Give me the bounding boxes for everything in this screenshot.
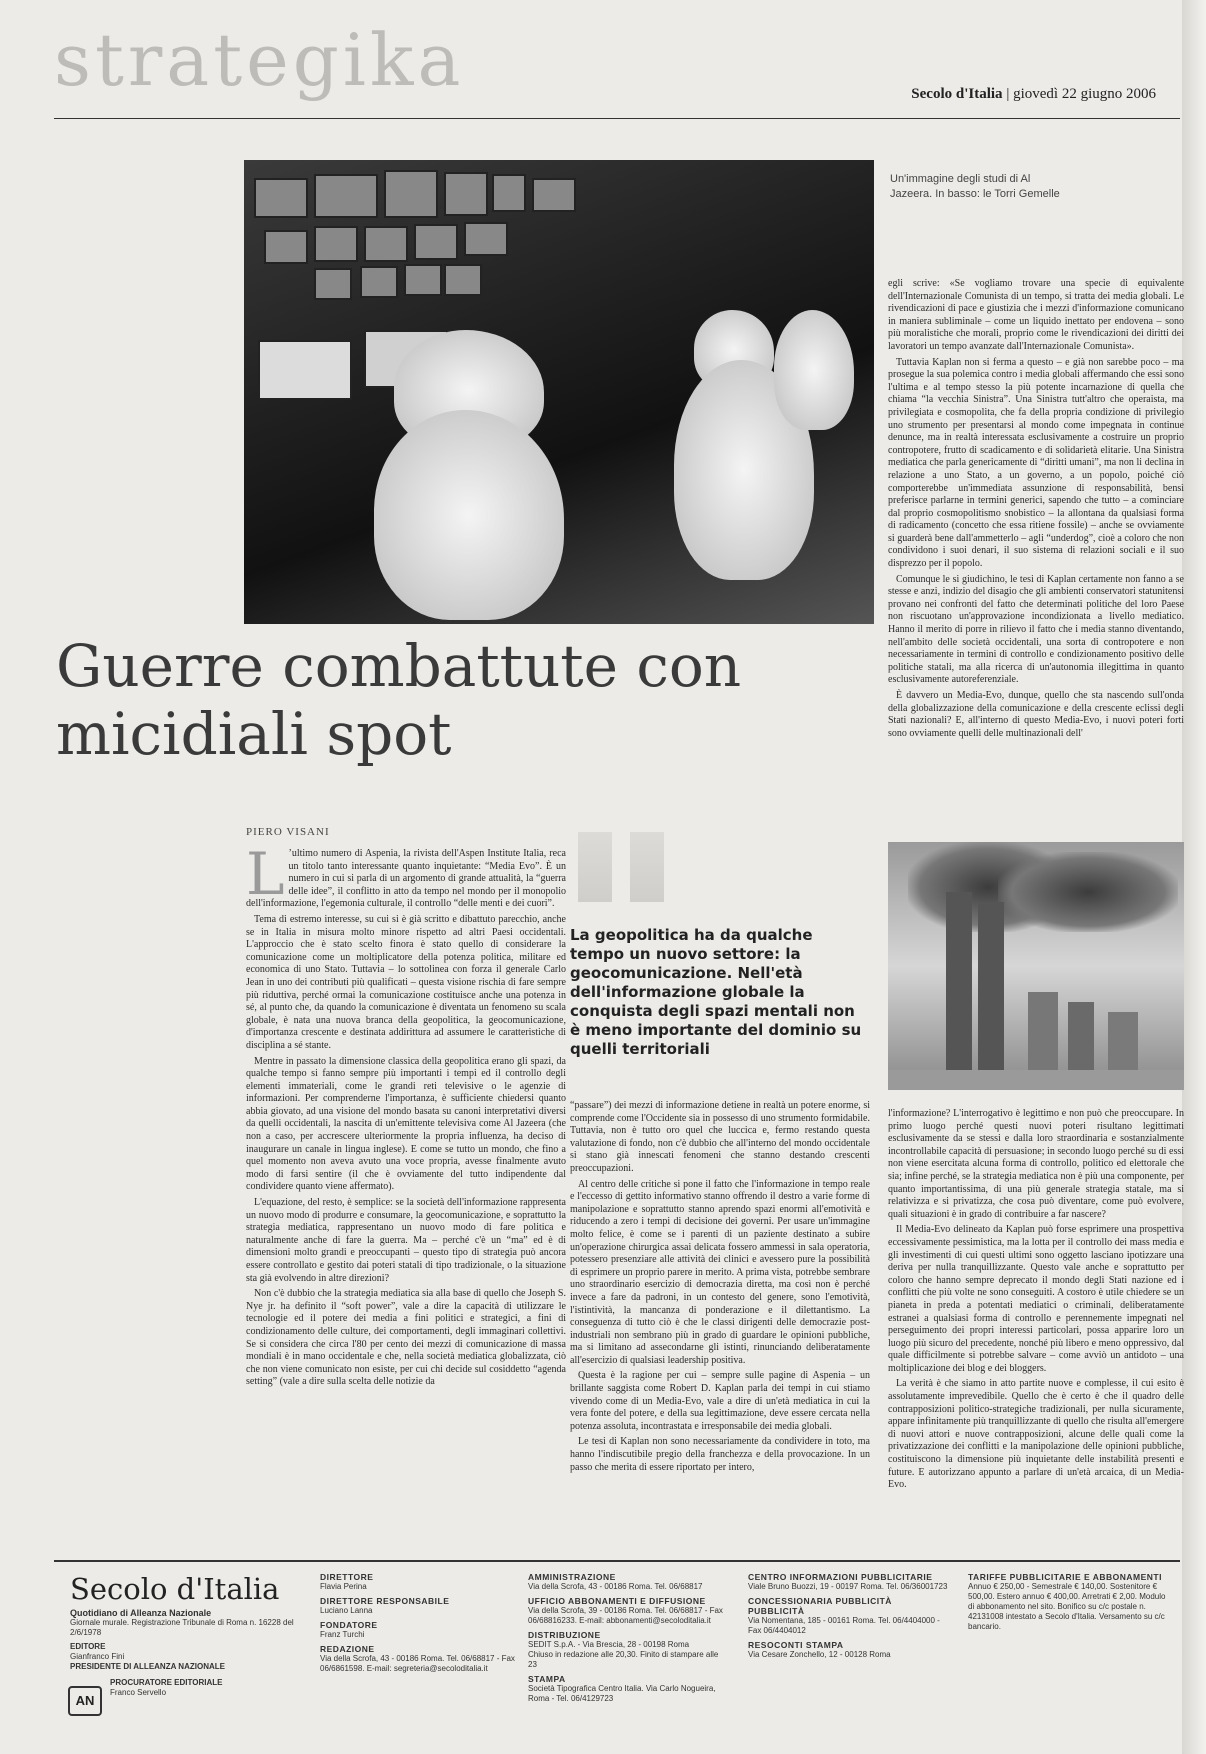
- footer-label: CENTRO INFORMAZIONI PUBBLICITARIE: [748, 1572, 933, 1582]
- quote-marks-icon: [578, 832, 698, 912]
- header-rule: [54, 118, 1180, 119]
- article-column-4: [888, 1108, 1184, 1495]
- footer-editore: Gianfranco Fini: [70, 1652, 125, 1661]
- paragraph: Al centro delle critiche si pone il fatto che l'informazione in tempo reale e l'eccesso di gettito informativo stanno offrendo il destro a varie forme di manipolazione e soprattutto stanno aprendo spazi enormi all'emotività e riducendo a zero i tempi di decisione dei governi. Per usare un'immagine molto felice, è come se i parenti di un paziente destinato a subire un'operazione chirurgica assai delicata fossero ammessi in sala operatoria, potessero presenziare alle attività dei clinici e avessero pure la possibilità di esprimere un proprio parere in merito. A prima vista, potrebbe sembrare uno straordinario esercizio di democrazia diretta, ma così non è perché invece a fare da padroni, in un contesto del genere, sono l'emotività, l'istintività, la mancanza di ponderazione e il dilettantismo. La conseguenza di tutto ciò è che le classi dirigenti delle democrazie post-industriali non sembrano più in grado di guardare le opinioni pubbliche, ma si limitano ad assecondarne gli istinti, rinunciando deliberatamente all'esercizio di qualsiasi leadership positiva.: [570, 1178, 870, 1366]
- footer-label: DISTRIBUZIONE: [528, 1630, 601, 1640]
- footer-label: DIRETTORE: [320, 1572, 374, 1582]
- monitor-screen: [254, 178, 308, 218]
- footer-procuratore: Franco Servello: [110, 1688, 167, 1697]
- paragraph: La verità è che siamo in atto partite nuove e complesse, il cui esito è assolutamente imprevedibile. Quello che è certo è che il quadro delle contrapposizioni politico-strategiche tradizionali, per nulla sicuramente, appare infinitamente più tranquillizzante di quello che risulta all'emergere di nuovi attori e nuove contrapposizioni, alcune delle quali come la privatizzazione dei conflitti e la manipolazione delle opinioni pubbliche, costituiscono la dimensione più inquietante delle instabilità presenti e future. E autorizzano appunto a parlare di un'età arcaica, di un Media-Evo.: [888, 1378, 1184, 1491]
- pull-quote: La geopolitica ha da qualche tempo un nuovo settore: la geocomunicazione. Nell'età dell'informazione globale la conquista degli spazi mentali non è meno importante del dominio su quelli territoriali: [570, 926, 862, 1058]
- monitor-screen: [264, 230, 308, 264]
- footer-label: FONDATORE: [320, 1620, 378, 1630]
- footer-column-pubblicita: [748, 1572, 948, 1660]
- paragraph: Questa è la ragione per cui – sempre sulle pagine di Aspenia – un brillante saggista come Robert D. Kaplan parla dei tempi in cui stiamo vivendo come di un Media-Evo, vale a dire di un'età mediatica in cui la vera fonte del potere, e della sua legittimazione, deve essere cercata nella potenza assoluta, incontrastata e irresponsabile dei media globali.: [570, 1370, 870, 1432]
- smoke-plume: [998, 852, 1178, 932]
- footer-value: Flavia Perina: [320, 1582, 367, 1591]
- footer-value: Chiuso in redazione alle 20,30. Finito di stampare alle 23: [528, 1650, 719, 1669]
- masthead-paper: Secolo d'Italia: [911, 86, 1003, 102]
- photo-caption: Un'immagine degli studi di Al Jazeera. In basso: le Torri Gemelle: [890, 173, 1060, 200]
- monitor-screen: [414, 224, 458, 260]
- quote-mark-shape: [578, 832, 612, 902]
- masthead: [911, 86, 1156, 103]
- al-jazeera-studio-photo: [244, 160, 874, 624]
- monitor-screen: [360, 266, 398, 298]
- twin-towers-photo: [888, 842, 1184, 1090]
- footer-label: TARIFFE PUBBLICITARIE E ABBONAMENTI: [968, 1572, 1162, 1582]
- computer-display: [258, 340, 352, 400]
- footer-registration: Giornale murale. Registrazione Tribunale di Roma n. 16228 del 2/6/1978: [70, 1618, 294, 1637]
- paragraph: l'informazione? L'interrogativo è legittimo e non può che preoccupare. In primo luogo perché questi nuovi poteri risultano legittimati esclusivamente da se stessi e dalla loro straordinaria e sostanzialmente incontrollabile capacità di persuasione; in secondo luogo perché su di essi non viene esercitata alcuna forma di controllo, politico ed elettorale che sia; infine perché, se la strategia mediatica non è più una componente, per quanto importantissima, di una più generale strategia statale, ma si relativizza e si privatizza, che cosa può diventare, come può evolvere, quali situazioni è in grado di contribuire a far nascere?: [888, 1108, 1184, 1220]
- footer-column-direzione: [320, 1572, 520, 1674]
- paragraph: Mentre in passato la dimensione classica della geopolitica erano gli spazi, da qualche tempo si fanno sempre più importanti i tempi ed il controllo degli elementi immateriali, come le grandi reti televisive o le agenzie di informazioni. Per comprenderne l'importanza, è sufficiente chiedersi quanto abbia giovato, ad una visione del mondo basata su canoni interpretativi diversi da quelli occidentali, la nascita di un'emittente televisiva come Al Jazeera (che non a caso, per accrescere ulteriormente la propria influenza, ha deciso di inaugurare un canale in lingua inglese). E come se tutto un mondo, che fino a quel momento non aveva avuto una voce propria, avesse finalmente avuto modo di farsi sentire (il che è ovviamente del tutto indipendente dal condividere quanto viene affermato).: [246, 1055, 566, 1193]
- article-column-3: [888, 278, 1184, 743]
- footer-editore-label: EDITORE: [70, 1642, 106, 1651]
- paragraph: Il Media-Evo delineato da Kaplan può forse esprimere una prospettiva eccessivamente pessimistica, ma la lotta per il controllo dei mass media e gli investimenti di cui questi ultimi sono oggetto lasciano ipotizzare una deriva per nulla tranquillizzante. Questo vale anche e soprattutto per coloro che hanno sempre deprecato il mondo degli Stati nazione ed i conflitti che più volte ne sono conseguiti. A costoro è utile chiedere se un pianeta in preda a potentati mediatici o criminali, deliberatamente estranei a qualsiasi forma di controllo e perennemente impegnati nel perseguimento dei propri interessi particolari, possa apparire loro un luogo più sicuro del precedente, nonché più libero e meno oppressivo, dal quale difficilmente si potrebbe salvare – come avviò un antidoto – una moltiplicazione dei blog e dei bloggers.: [888, 1224, 1184, 1374]
- building-shape: [1108, 1012, 1138, 1072]
- paragraph: Tema di estremo interesse, su cui si è già scritto e dibattuto parecchio, anche se in Italia in misura molto minore rispetto ad altri Paesi occidentali. L'approccio che è stato scelto finora è stato quello di considerare la comunicazione come un moltiplicatore della potenza politica, militare ed economica di uno Stato. Tuttavia – lo sottolinea con forza il generale Carlo Jean in uno dei contributi più qualificati – questa visione rischia di fare sempre più riduttiva, perché ormai la comunicazione costituisce anche una potenza in sé, al punto che, da quando la comunicazione è diventata un fenomeno su scala globale, è nata una nuova branca della geopolitica, la geocomunicazione, d'importanza crescente e destinata addirittura ad assumere le caratteristiche di disciplina a sé stante.: [246, 913, 566, 1051]
- footer-value: Via della Scrofa, 43 - 00186 Roma. Tel. 06/68817 - Fax 06/6861598. E-mail: segreteria@secoloditalia.it: [320, 1654, 515, 1673]
- footer-value: Via della Scrofa, 43 - 00186 Roma. Tel. 06/68817: [528, 1582, 703, 1591]
- footer-subtitle: Quotidiano di Alleanza Nazionale: [70, 1608, 212, 1618]
- article-column-2: [570, 1100, 870, 1477]
- building-shape: [1068, 1002, 1094, 1072]
- footer-value: Franz Turchi: [320, 1630, 365, 1639]
- footer-value: Viale Bruno Buozzi, 19 - 00197 Roma. Tel. 06/36001723: [748, 1582, 948, 1591]
- monitor-screen: [444, 172, 488, 216]
- footer-label: STAMPA: [528, 1674, 566, 1684]
- footer-publisher-info: [70, 1608, 300, 1698]
- footer-presidente-label: PRESIDENTE DI ALLEANZA NAZIONALE: [70, 1662, 225, 1671]
- footer-value: SEDIT S.p.A. - Via Brescia, 28 - 00198 Roma: [528, 1640, 690, 1649]
- paragraph: Non c'è dubbio che la strategia mediatica sia alla base di quello che Joseph S. Nye jr. ha definito il “soft power”, vale a dire la capacità di utilizzare le tecnologie ed il potere dei media a fini politici e strategici, a fini di condizionamento delle culture, dei comportamenti, degli immaginari collettivi. Se si considera che circa l'80 per cento dei mezzi di comunicazione di massa mondiali è in mano occidentale e che, nella società mediatica globalizzata, ciò che non viene comunicato non esiste, per cui chi decide sul cosiddetto “agenda setting” (vale a dire sulla scelta delle notizie da: [246, 1288, 566, 1388]
- building-shape: [1028, 992, 1058, 1072]
- tower-shape: [978, 902, 1004, 1072]
- footer-logo: Secolo d'Italia: [70, 1572, 280, 1606]
- paragraph: Le tesi di Kaplan non sono necessariamente da condividere in toto, ma hanno l'indiscutibile pregio della franchezza e della provocazione. In un passo che merita di essere riportato per intero,: [570, 1436, 870, 1473]
- monitor-screen: [532, 178, 576, 212]
- paragraph: Comunque le si giudichino, le tesi di Kaplan certamente non fanno a se stesse e anzi, indizio del disagio che gli ambienti conservatori statunitensi provano nei confronti del fatto che determinati politiche del loro Paese non riscuotano un'approvazione incondizionata a livello mediatico. Hanno il merito di porre in rilievo il fatto che i media stanno diventando, nell'ambito delle società occidentali, una sorta di contropotere e non necessariamente in termini di controllo e condizionamento positivo delle politiche statali, ma alla ricerca di un'autonomia illegittima in quanto esclusivamente autoreferenziale.: [888, 573, 1184, 686]
- footer-value: Via Nomentana, 185 - 00161 Roma. Tel. 06/4404000 - Fax 06/4404012: [748, 1616, 940, 1635]
- monitor-screen: [314, 226, 358, 262]
- footer-label: AMMINISTRAZIONE: [528, 1572, 616, 1582]
- monitor-screen: [314, 174, 378, 218]
- footer-value: Annuo € 250,00 - Semestrale € 140,00. Sostenitore € 500,00. Estero annuo € 400,00. Arretrati € 2,00. Modulo di abbonamento nel sito. Bonifico su c/c postale n. 42131008 intestato a Secolo d'Italia. Versamento su c/c bancario.: [968, 1582, 1166, 1631]
- drop-cap: L: [246, 840, 285, 908]
- monitor-screen: [492, 174, 526, 212]
- water-shape: [888, 1070, 1184, 1090]
- monitor-screen: [464, 222, 508, 256]
- headline: Guerre combattute con micidiali spot: [56, 632, 742, 768]
- footer-value: Via Cesare Zonchello, 12 - 00128 Roma: [748, 1650, 891, 1659]
- paragraph: ’ultimo numero di Aspenia, la rivista dell'Aspen Institute Italia, reca un titolo tanto interessante quanto inquietante: “Media Evo”. È un numero in cui si parla di un argomento di grande attualità, la “guerra delle idee”, il conflitto in atto da tempo nel mondo per il monopolio dell'informazione, l'egemonia culturale, il controllo “delle menti e dei cuori”.: [246, 848, 566, 910]
- footer-label: UFFICIO ABBONAMENTI E DIFFUSIONE: [528, 1596, 706, 1606]
- section-title: strategika: [54, 18, 465, 102]
- paragraph: È davvero un Media-Evo, dunque, quello che sta nascendo sull'onda della globalizzazione della comunicazione e della crescente eclissi degli Stati nazionali? E, all'interno di questo Media-Evo, i nuovi poteri forti sono ovviamente quelli delle multinazionali dell': [888, 690, 1184, 739]
- presenter-robe: [774, 310, 854, 430]
- byline: PIERO VISANI: [246, 826, 330, 838]
- monitor-screen: [444, 264, 482, 296]
- paragraph: egli scrive: «Se vogliamo trovare una specie di equivalente dell'Internazionale Comunista di un tempo, si tratta dei media globali. Le rivendicazioni di pace e giustizia che i mezzi d'informazione comunicano in maniera subliminale – come un liquido inettato per endovena – sono più moralistiche che morali, proprio come le rivendicazioni dei diritti dei lavoratori un tempo avanzate dall'Internazionale Comunista».: [888, 278, 1184, 352]
- masthead-date: giovedì 22 giugno 2006: [1013, 86, 1156, 102]
- monitor-screen: [384, 170, 438, 218]
- footer-column-amministrazione: [528, 1572, 728, 1704]
- presenter-robe: [374, 410, 564, 620]
- footer-value: Società Tipografica Centro Italia. Via Carlo Nogueira, Roma - Tel. 06/4129723: [528, 1684, 716, 1703]
- tower-shape: [946, 892, 972, 1072]
- paragraph: “passare”) dei mezzi di informazione detiene in realtà un potere enorme, si comprende come l'Occidente sia in possesso di uno strumento formidabile. Tuttavia, non è tutto oro quel che luccica e, fermo restando questa valutazione di fondo, non c'è dubbio che all'interno del mondo occidentale si stano già innescati fenomeni che stanno destando crescenti preoccupazioni.: [570, 1100, 870, 1174]
- footer-label: REDAZIONE: [320, 1644, 375, 1654]
- footer-label: CONCESSIONARIA PUBBLICITÀ PUBBLICITÀ: [748, 1596, 892, 1616]
- paragraph: Tuttavia Kaplan non si ferma a questo – e già non sarebbe poco – ma prosegue la sua polemica contro i media globali affermando che essi sono l'ultima e al tempo stesso la più potente incarnazione di quella che chiama “la vecchia Sinistra”. Una Sinistra tutt'altro che operaista, ma privilegiata e cosmopolita, che fa della propria condizione di privilegio uno strumento per presentarsi al mondo come impegnata in continue denunce, ma in realtà interessata esclusivamente a costruire un proprio contropotere, frutto di scadicamento e di solidarietà elitarie. Una Sinistra mediatica che parla genericamente di “diritti umani”, ma non li declina in relazione a uno Stato, a un governo, a un popolo, poiché ciò comporterebbe un'immediata assunzione di responsabilità, bensì preferisce parlarne in termini generici, sapendo che tutto – a cominciare dal proprio cosmopolitismo snobistico – la allontana da qualsiasi forma di radicamento (concetto che essa ritiene fossile) – anche se ovviamente si guarderà bene dall'ammetterlo – agli “underdog”, cioè a coloro che non condividono i suoi denari, il suo sistema di relazioni sociali e il suo disprezzo per il popolo.: [888, 356, 1184, 570]
- monitor-screen: [404, 264, 442, 296]
- quote-mark-shape: [630, 832, 664, 902]
- footer-value: Via della Scrofa, 39 - 00186 Roma. Tel. 06/68817 - Fax 06/68816233. E-mail: abbonamenti@secoloditalia.it: [528, 1606, 723, 1625]
- footer-column-tariffe: [968, 1572, 1168, 1632]
- footer-procuratore-label: PROCURATORE EDITORIALE: [110, 1678, 223, 1687]
- footer-label: DIRETTORE RESPONSABILE: [320, 1596, 450, 1606]
- paragraph: L'equazione, del resto, è semplice: se la società dell'informazione rappresenta un nuovo modo di produrre e consumare, la geocomunicazione, e soprattutto la strategia mediatica, rappresentano un nuovo modo di fare politica e naturalmente anche di fare la guerra. Ma – perché c'è un “ma” ed è di dimensioni molto grandi e preoccupanti – questo tipo di strategia può ancora essere controllato e gestito dai poteri statali di tipo tradizionale, o la situazione sta già evolvendo in altre direzioni?: [246, 1197, 566, 1284]
- masthead-divider: |: [1006, 86, 1014, 102]
- monitor-screen: [314, 268, 352, 300]
- monitor-screen: [364, 226, 408, 262]
- footer-value: Luciano Lanna: [320, 1606, 373, 1615]
- alleanza-nazionale-logo-icon: AN: [68, 1686, 102, 1716]
- footer-label: RESOCONTI STAMPA: [748, 1640, 844, 1650]
- article-column-1: [246, 840, 566, 1392]
- page-fold-shadow: [1182, 0, 1206, 1754]
- footer-rule: [54, 1560, 1180, 1562]
